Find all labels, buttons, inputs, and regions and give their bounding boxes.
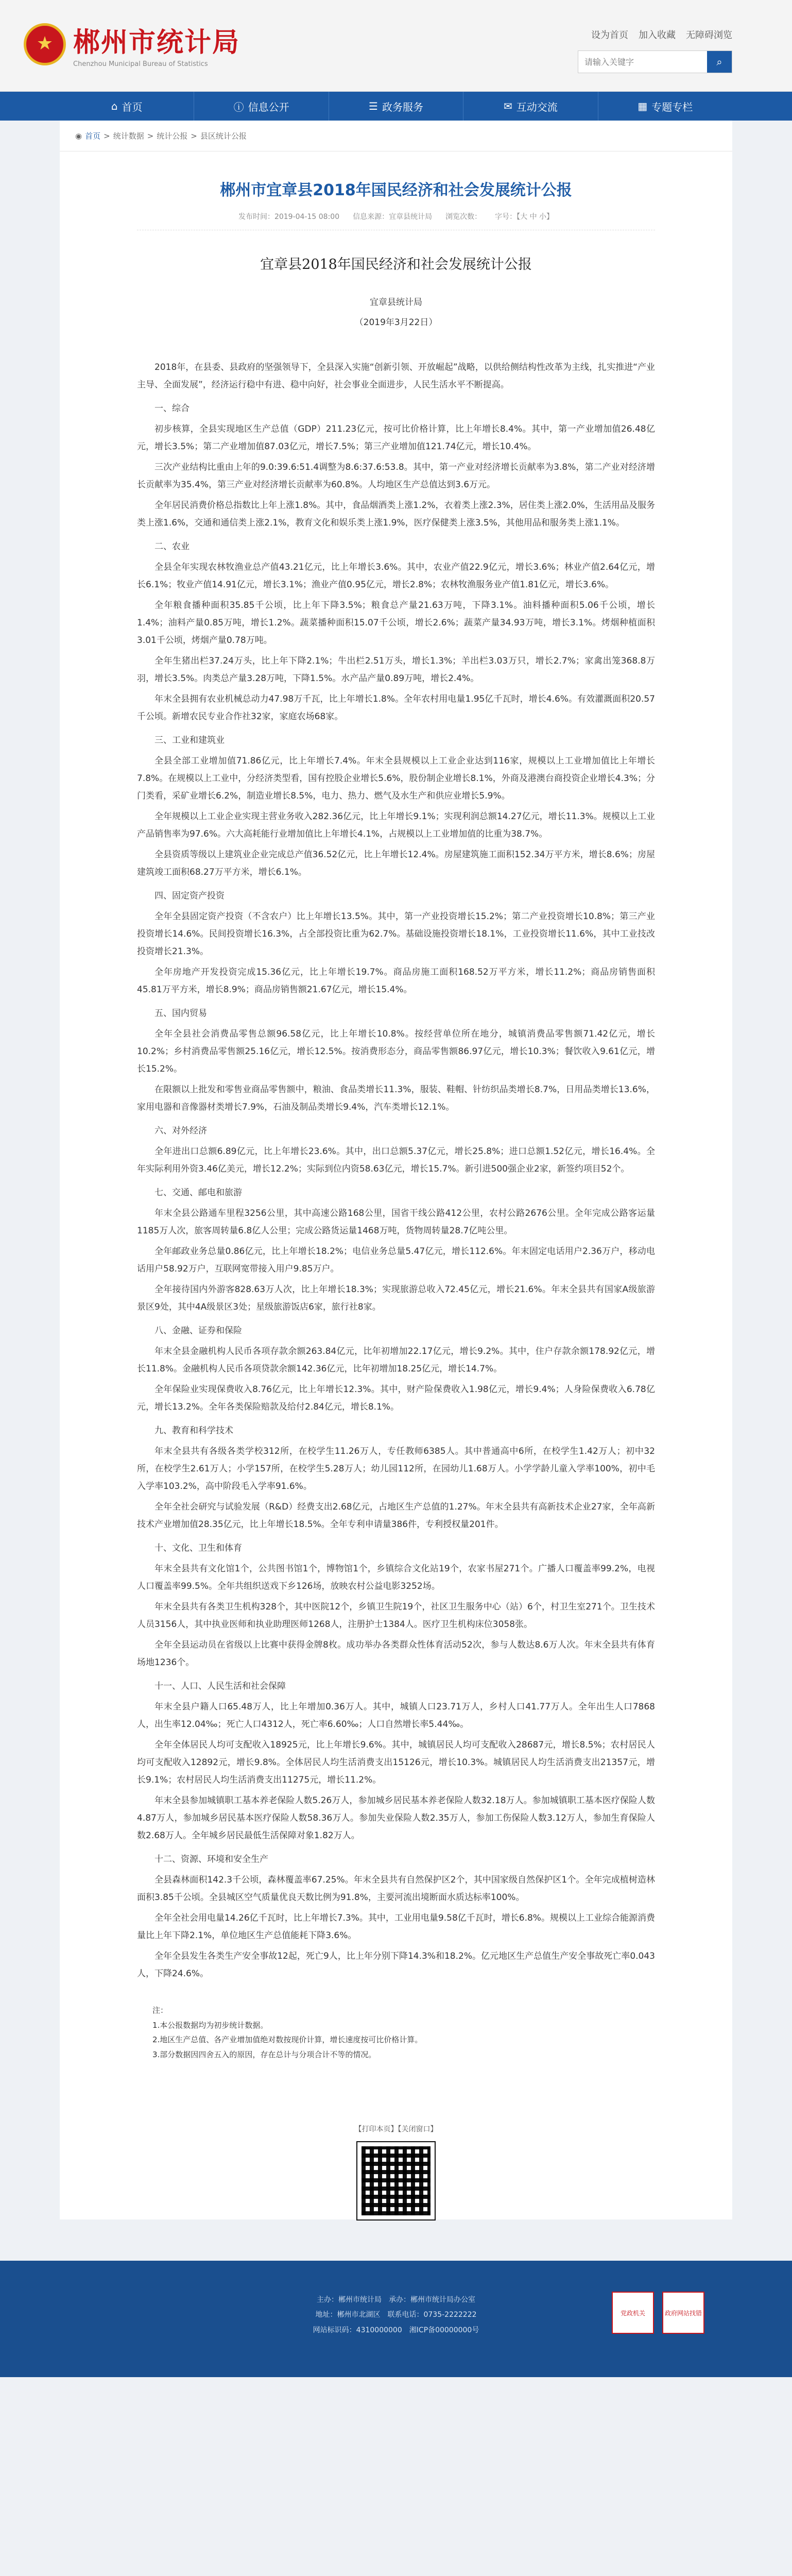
footer-badges (612, 2292, 704, 2334)
section-heading: 一、综合 (154, 403, 190, 414)
breadcrumb-stats[interactable]: 统计数据 (113, 131, 144, 141)
note-line: 3.部分数据因四舍五入的原因，存在总计与分项合计不等的情况。 (152, 2049, 376, 2059)
paragraph: 全年生猪出栏37.24万头，比上年下降2.1%；牛出栏2.51万头，增长1.3%；羊出栏3.03万只，增长2.7%；家禽出笼368.8万羽，增长3.5%。肉类总产量3.28万吨，下降1.5%。水产品产量0.89万吨，增长2.4%。 (137, 656, 655, 684)
paragraph: 全年全县运动员在省级以上比赛中获得金牌8枚。成功举办各类群众性体育活动52次，参与人数达8.6万人次。年末全县共有体育场地1236个。 (137, 1640, 655, 1668)
site-subtitle: Chenzhou Municipal Bureau of Statistics (73, 60, 208, 68)
article (60, 151, 732, 2219)
breadcrumb-home[interactable]: 首页 (85, 131, 101, 141)
nav-info[interactable]: ⓘ 信息公开 (194, 92, 329, 121)
search-input[interactable] (578, 51, 707, 73)
document-title: 宜章县2018年国民经济和社会发展统计公报 (260, 257, 532, 273)
section-heading: 十一、人口、人民生活和社会保障 (154, 1681, 286, 1691)
nav-interaction[interactable]: ✉ 互动交流 (463, 92, 598, 121)
note-line: 注： (152, 2006, 168, 2015)
nav-service[interactable]: ☰ 政务服务 (329, 92, 463, 121)
paragraph: 全年进出口总额6.89亿元，比上年增长23.6%。其中，出口总额5.37亿元，增长25.8%；进口总额1.52亿元，增长16.4%。全年实际利用外资3.46亿美元，增长12.2%；实际到位内资58.63亿元，增长15.7%。新引进500强企业2家，新签约项目52个。 (137, 1146, 655, 1174)
paragraph: 全年居民消费价格总指数比上年上涨1.8%。其中，食品烟酒类上涨1.2%，衣着类上涨2.3%，居住类上涨2.0%，生活用品及服务类上涨1.6%，交通和通信类上涨2.1%，教育文化和娱乐类上涨1.9%，医疗保健类上涨3.5%，其他用品和服务类上涨1.1%。 (137, 500, 655, 528)
national-emblem-icon (24, 23, 66, 65)
content-container (60, 121, 732, 2219)
section-heading: 六、对外经济 (154, 1126, 207, 1136)
breadcrumb-bulletin[interactable]: 统计公报 (157, 131, 188, 141)
paragraph: 年末全县共有各类卫生机构328个，其中医院12个，乡镇卫生院19个，社区卫生服务中心（站）6个，村卫生室271个。卫生技术人员3156人，其中执业医师和执业助理医师1268人，注册护士1384人。医疗卫生机构床位3058张。 (137, 1602, 655, 1630)
section-heading: 三、工业和建筑业 (154, 735, 225, 745)
footer-line: 网站标识码：4310000000 湘ICP备00000000号 (313, 2326, 479, 2334)
paragraph: 初步核算，全县实现地区生产总值（GDP）211.23亿元，按可比价格计算，比上年增长8.4%。其中，第一产业增加值26.48亿元，增长3.5%；第二产业增加值87.03亿元，增长7.5%；第三产业增加值121.74亿元，增长10.4%。 (137, 424, 655, 452)
paragraph: 全年接待国内外游客828.63万人次，比上年增长18.3%；实现旅游总收入72.45亿元，增长21.6%。年末全县共有国家A级旅游景区9处，其中4A级景区3处；星级旅游饭店6家，旅行社8家。 (137, 1284, 655, 1312)
paragraph: 全县资质等级以上建筑业企业完成总产值36.52亿元，比上年增长12.4%。房屋建筑施工面积152.34万平方米，增长8.6%；房屋建筑竣工面积68.27万平方米，增长6.1%。 (137, 850, 655, 877)
topic-icon: ▦ (638, 100, 648, 112)
article-body (137, 359, 655, 1982)
main-nav (0, 92, 792, 121)
paragraph: 全年保险业实现保费收入8.76亿元，比上年增长12.3%。其中，财产险保费收入1.98亿元，增长9.4%；人身险保费收入6.78亿元，增长13.2%。全年各类保险赔款及给付2.84亿元，增长8.1%。 (137, 1384, 655, 1412)
site-logo[interactable] (24, 21, 240, 68)
paragraph: 年末全县共有各级各类学校312所，在校学生11.26万人，专任教师6385人。其中普通高中6所，在校学生1.42万人；初中32所，在校学生2.61万人；小学157所，在校学生5.28万人；幼儿园112所，在园幼儿1.68万人。小学学龄儿童入学率100%，初中毛入学率103.2%，高中阶段毛入学率91.6%。 (137, 1446, 655, 1492)
document-date: （2019年3月22日） (354, 317, 438, 328)
paragraph: 年末全县金融机构人民币各项存款余额263.84亿元，比年初增加22.17亿元，增长9.2%。其中，住户存款余额178.92亿元，增长11.8%。金融机构人民币各项贷款余额142.36亿元，比年初增加18.25亿元，增长14.7%。 (137, 1346, 655, 1374)
party-government-badge[interactable]: 党政机关 (612, 2292, 654, 2334)
article-meta (137, 211, 655, 230)
set-homepage-link[interactable]: 设为首页 (591, 30, 628, 41)
note-line: 1.本公报数据均为初步统计数据。 (152, 2020, 268, 2030)
search-icon: ⌕ (716, 56, 722, 68)
paragraph: 全年全县固定资产投资（不含农户）比上年增长13.5%。其中，第一产业投资增长15.2%；第二产业投资增长10.8%；第三产业投资增长14.6%。民间投资增长16.3%，占全部投资比重为62.7%。基础设施投资增长18.1%，工业投资增长11.6%，其中工业技改投资增长21.3%。 (137, 911, 655, 957)
paragraph: 在限额以上批发和零售业商品零售额中，粮油、食品类增长11.3%，服装、鞋帽、针纺织品类增长8.7%，日用品类增长13.6%，家用电器和音像器材类增长7.9%，石油及制品类增长9.4%，汽车类增长12.1%。 (137, 1084, 655, 1112)
section-heading: 五、国内贸易 (154, 1008, 207, 1019)
service-icon: ☰ (369, 100, 378, 112)
paragraph: 全县全年实现农林牧渔业总产值43.21亿元，比上年增长3.6%。其中，农业产值22.9亿元，增长3.6%；林业产值2.64亿元，增长6.1%；牧业产值14.91亿元，增长3.1%；渔业产值0.95亿元，增长2.8%；农林牧渔服务业产值1.81亿元，增长3.6%。 (137, 562, 655, 590)
paragraph: 全年全社会研究与试验发展（R&D）经费支出2.68亿元，占地区生产总值的1.27%。年末全县共有高新技术企业27家，全年高新技术产业增加值28.35亿元，比上年增长18.5%。全年专利申请量386件，专利授权量201件。 (137, 1502, 655, 1530)
section-heading: 十、文化、卫生和体育 (154, 1543, 242, 1553)
breadcrumb-county[interactable]: 县区统计公报 (200, 131, 247, 141)
document-issuer: 宜章县统计局 (370, 297, 422, 308)
paragraph: 全县森林面积142.3千公顷，森林覆盖率67.25%。年末全县共有自然保护区2个，其中国家级自然保护区1个。全年完成植树造林面积3.85千公顷。全县城区空气质量优良天数比例为91.8%，主要河流出境断面水质达标率100%。 (137, 1875, 655, 1903)
site-header (0, 0, 792, 92)
top-links (591, 28, 732, 41)
paragraph: 三次产业结构比重由上年的9.0:39.6:51.4调整为8.6:37.6:53.8。其中，第一产业对经济增长贡献率为3.8%，第二产业对经济增长贡献率为35.4%，第三产业对经济增长贡献率为60.8%。人均地区生产总值达到3.6万元。 (137, 462, 655, 490)
info-source: 信息来源：宜章县统计局 (353, 213, 433, 221)
location-icon: ◉ (75, 131, 82, 141)
paragraph: 全年全县社会消费品零售总额96.58亿元，比上年增长10.8%。按经营单位所在地分，城镇消费品零售额71.42亿元，增长10.2%；乡村消费品零售额25.16亿元，增长12.5%。按消费形态分，商品零售额86.97亿元，增长10.3%；餐饮收入9.61亿元，增长15.2%。 (137, 1029, 655, 1074)
section-heading: 四、固定资产投资 (154, 891, 225, 901)
section-heading: 八、金融、证券和保险 (154, 1326, 242, 1336)
website-error-report-badge[interactable]: 政府网站找错 (662, 2292, 704, 2334)
site-title: 郴州市统计局 (73, 27, 240, 58)
paragraph: 全年全社会用电量14.26亿千瓦时，比上年增长7.3%。其中，工业用电量9.58亿千瓦时，增长6.8%。规模以上工业综合能源消费量比上年下降2.1%，单位地区生产总值能耗下降3.6%。 (137, 1913, 655, 1941)
paragraph: 全年粮食播种面积35.85千公顷，比上年下降3.5%；粮食总产量21.63万吨，下降3.1%。油料播种面积5.06千公顷，增长1.4%；油料产量0.85万吨，增长1.2%。蔬菜播种面积15.07千公顷，增长2.6%；蔬菜产量34.93万吨，增长3.1%。烤烟种植面积3.01千公顷，烤烟产量0.78万吨。 (137, 600, 655, 646)
site-footer (0, 2261, 792, 2377)
accessibility-link[interactable]: 无障碍浏览 (686, 30, 732, 41)
paragraph: 年末全县参加城镇职工基本养老保险人数5.26万人，参加城乡居民基本养老保险人数32.18万人。参加城镇职工基本医疗保险人数4.87万人，参加城乡居民基本医疗保险人数58.36万人。参加失业保险人数2.35万人，参加工伤保险人数3.12万人，参加生育保险人数2.68万人。全年城乡居民最低生活保障对象1.82万人。 (137, 1795, 655, 1841)
section-heading: 十二、资源、环境和安全生产 (154, 1854, 268, 1865)
section-heading: 九、教育和科学技术 (154, 1426, 233, 1436)
home-icon: ⌂ (111, 100, 118, 112)
qr-code (357, 2142, 435, 2219)
view-count: 浏览次数： (445, 213, 482, 221)
search-button[interactable] (707, 51, 732, 73)
font-size-switch[interactable]: 字号：【大 中 小】 (495, 213, 554, 221)
paragraph: 全县全部工业增加值71.86亿元，比上年增长7.4%。年末全县规模以上工业企业达到116家，规模以上工业增加值比上年增长7.8%。在规模以上工业中，分经济类型看，国有控股企业增长5.6%，股份制企业增长8.1%，外商及港澳台商投资企业增长4.3%；分门类看，采矿业增长6.2%，制造业增长8.5%，电力、热力、燃气及水生产和供应业增长5.9%。 (137, 756, 655, 801)
breadcrumb: ◉ 首页 > 统计数据 > 统计公报 > 县区统计公报 (60, 121, 732, 151)
paragraph: 全年邮政业务总量0.86亿元，比上年增长18.2%；电信业务总量5.47亿元，增长112.6%。年末固定电话用户2.36万户，移动电话用户58.92万户，互联网宽带接入用户9.85万户。 (137, 1246, 655, 1274)
paragraph: 全年全体居民人均可支配收入18925元，比上年增长9.6%。其中，城镇居民人均可支配收入28687元，增长8.5%；农村居民人均可支配收入12892元，增长9.8%。全体居民人均生活消费支出15126元，增长10.3%。城镇居民人均生活消费支出21357元，增长9.1%；农村居民人均生活消费支出11275元，增长11.2%。 (137, 1740, 655, 1785)
paragraph: 全年房地产开发投资完成15.36亿元，比上年增长19.7%。商品房施工面积168.52万平方米，增长11.2%；商品房销售面积45.81万平方米，增长8.9%；商品房销售额21.67亿元，增长15.4%。 (137, 967, 655, 995)
footer-line: 地址：郴州市北湖区 联系电话：0735-2222222 (315, 2311, 477, 2319)
section-heading: 七、交通、邮电和旅游 (154, 1188, 242, 1198)
info-icon: ⓘ (233, 100, 244, 113)
nav-home[interactable]: ⌂ 首页 (60, 92, 194, 121)
publish-date: 发布时间：2019-04-15 08:00 (238, 213, 340, 221)
paragraph: 2018年，在县委、县政府的坚强领导下，全县深入实施“创新引领、开放崛起”战略，以供给侧结构性改革为主线，扎实推进“产业主导、全面发展”，经济运行稳中有进、稳中向好，社会事业全面进步，人民生活水平不断提高。 (137, 362, 655, 390)
note-line: 2.地区生产总值、各产业增加值绝对数按现价计算，增长速度按可比价格计算。 (152, 2035, 423, 2044)
print-close-links[interactable]: 【打印本页】【关闭窗口】 (354, 2125, 438, 2133)
paragraph: 年末全县户籍人口65.48万人，比上年增加0.36万人。其中，城镇人口23.71万人，乡村人口41.77万人。全年出生人口7868人，出生率12.04‰；死亡人口4312人，死亡率6.60‰；人口自然增长率5.44‰。 (137, 1702, 655, 1730)
add-favorite-link[interactable]: 加入收藏 (639, 30, 676, 41)
paragraph: 全年规模以上工业企业实现主营业务收入282.36亿元，比上年增长9.1%；实现利润总额14.27亿元，增长11.3%。规模以上工业产品销售率为97.6%。六大高耗能行业增加值比上年增长4.1%，占规模以上工业增加值的比重为38.7%。 (137, 811, 655, 839)
paragraph: 年末全县公路通车里程3256公里，其中高速公路168公里，国省干线公路412公里，农村公路2676公里。全年完成公路客运量1185万人次，旅客周转量6.8亿人公里；完成公路货运量1468万吨，货物周转量28.7亿吨公里。 (137, 1208, 655, 1236)
article-title: 郴州市宜章县2018年国民经济和社会发展统计公报 (220, 181, 572, 199)
nav-topics[interactable]: ▦ 专题专栏 (638, 100, 693, 113)
paragraph: 全年全县发生各类生产安全事故12起，死亡9人，比上年分别下降14.3%和18.2%。亿元地区生产总值生产安全事故死亡率0.043人，下降24.6%。 (137, 1951, 655, 1979)
search-box (578, 50, 732, 73)
paragraph: 年末全县共有文化馆1个，公共图书馆1个，博物馆1个，乡镇综合文化站19个，农家书屋271个。广播人口覆盖率99.2%，电视人口覆盖率99.5%。全年共组织送戏下乡126场，放映农村公益电影3252场。 (137, 1564, 655, 1591)
section-heading: 二、农业 (154, 541, 190, 552)
footer-line: 主办：郴州市统计局 承办：郴州市统计局办公室 (317, 2296, 475, 2304)
article-notes (137, 2003, 655, 2062)
chat-icon: ✉ (504, 100, 512, 112)
paragraph: 年末全县拥有农业机械总动力47.98万千瓦，比上年增长1.8%。全年农村用电量1.95亿千瓦时，增长4.6%。有效灌溉面积20.57千公顷。新增农民专业合作社32家，家庭农场68家。 (137, 694, 655, 722)
